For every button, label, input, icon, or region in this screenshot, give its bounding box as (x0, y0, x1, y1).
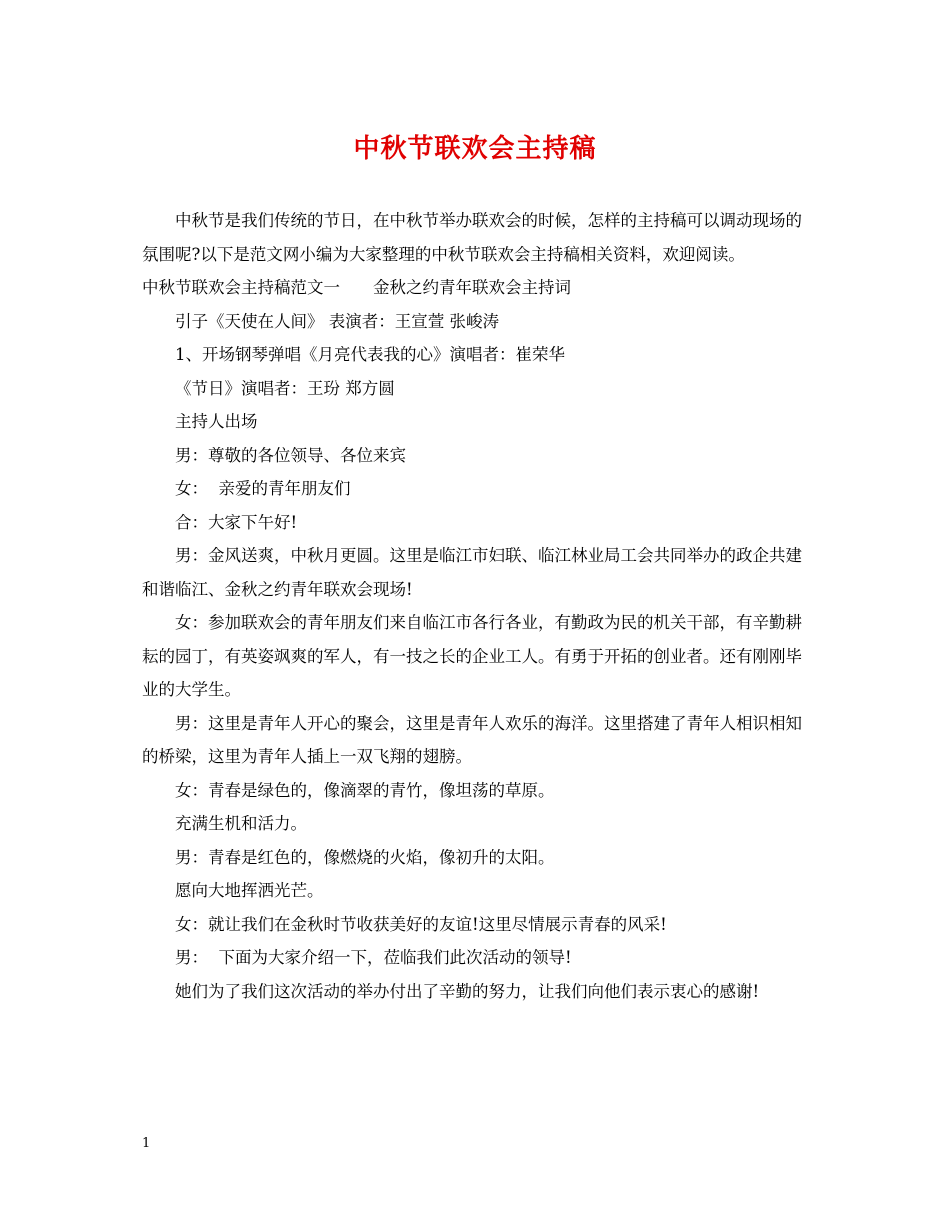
paragraph: 1、开场钢琴弹唱《月亮代表我的心》演唱者：崔荣华 (175, 345, 565, 364)
paragraph: 她们为了我们这次活动的举办付出了辛勤的努力，让我们向他们表示衷心的感谢! (175, 981, 760, 1001)
paragraph: 《节日》演唱者：王玢 郑方圆 (175, 378, 395, 398)
paragraph: 中秋节是我们传统的节日，在中秋节举办联欢会的时候，怎样的主持稿可以调动现场的氛围呢?以下是范文网小编为大家整理的中秋节联欢会主持稿相关资料，欢迎阅读。 (142, 211, 802, 264)
paragraph: 愿向大地挥洒光芒。 (175, 881, 324, 900)
paragraph: 男：这里是青年人开心的聚会，这里是青年人欢乐的海洋。这里搭建了青年人相识相知的桥梁，这里为青年人插上一双飞翔的翅膀。 (142, 713, 802, 766)
paragraph: 中秋节联欢会主持稿范文一 金秋之约青年联欢会主持词 (142, 278, 571, 297)
paragraph: 主持人出场 (175, 412, 258, 431)
paragraph: 男：尊敬的各位领导、各位来宾 (175, 445, 406, 465)
paragraph: 女： 亲爱的青年朋友们 (175, 479, 351, 498)
paragraph: 引子《天使在人间》 表演者：王宣萱 张峻涛 (175, 311, 499, 331)
paragraph: 女：就让我们在金秋时节收获美好的友谊!这里尽情展示青春的风采! (175, 914, 667, 934)
paragraph: 合：大家下午好! (175, 512, 298, 532)
paragraph: 男：青春是红色的，像燃烧的火焰，像初升的太阳。 (175, 847, 555, 867)
paragraph: 男： 下面为大家介绍一下，莅临我们此次活动的领导! (175, 948, 572, 967)
paragraph: 女：参加联欢会的青年朋友们来自临江市各行各业，有勤政为民的机关干部，有辛勤耕耘的园丁，有英姿飒爽的军人，有一技之长的企业工人。有勇于开拓的创业者。还有刚刚毕业的大学生。 (142, 613, 802, 699)
paragraph: 男：金风送爽，中秋月更圆。这里是临江市妇联、临江林业局工会共同举办的政企共建和谐临江、金秋之约青年联欢会现场! (142, 546, 802, 599)
paragraph: 充满生机和活力。 (175, 814, 307, 833)
document-title: 中秋节联欢会主持稿 (353, 134, 597, 164)
paragraph: 女：青春是绿色的，像滴翠的青竹，像坦荡的草原。 (175, 780, 555, 800)
document-body (142, 204, 810, 1008)
page-number: 1 (142, 1136, 151, 1151)
